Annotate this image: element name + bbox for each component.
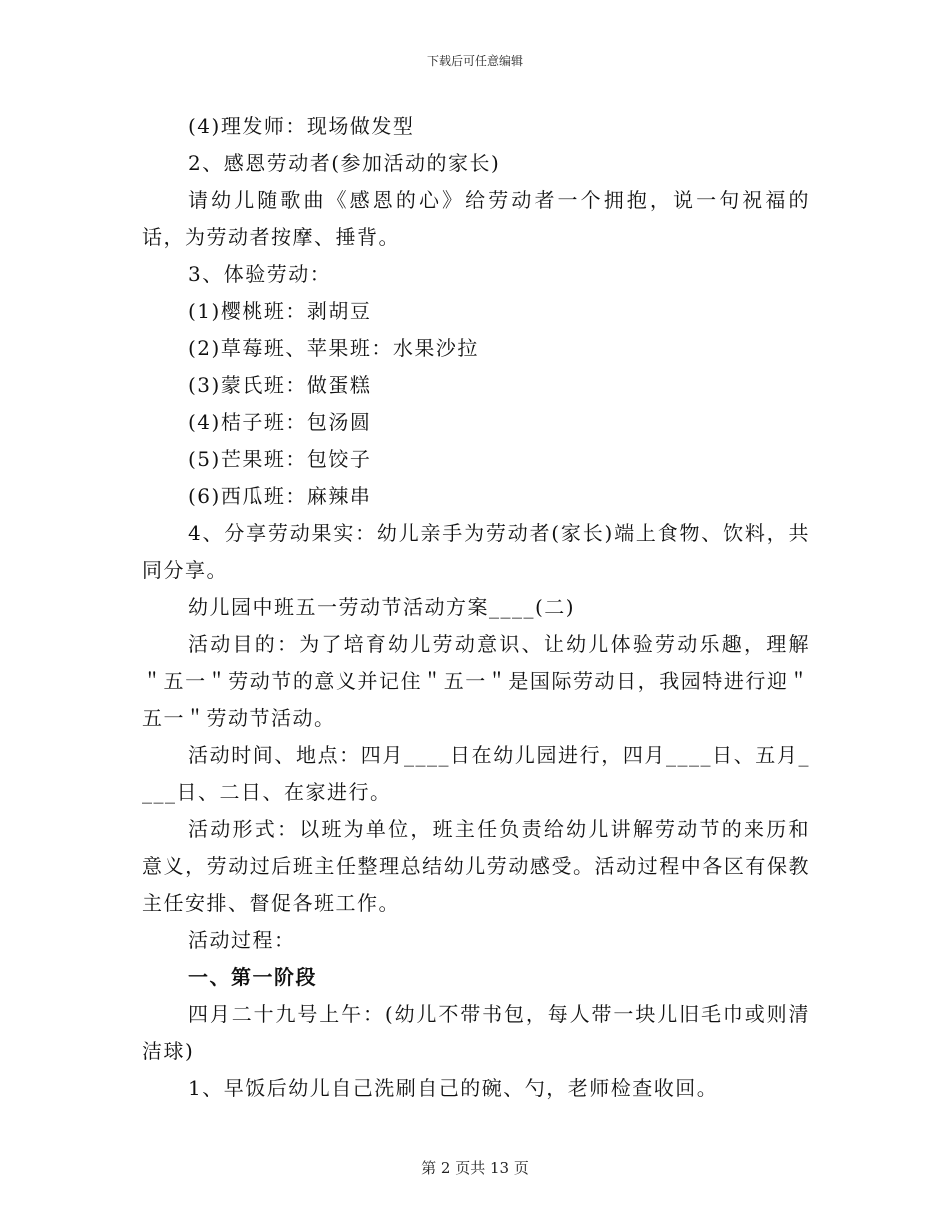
list-item: (3)蒙氏班：做蛋糕 bbox=[188, 373, 372, 397]
document-body bbox=[142, 108, 810, 1107]
paragraph: 活动形式：以班为单位，班主任负责给幼儿讲解劳动节的来历和意义，劳动过后班主任整理总结幼儿劳动感受。活动过程中各区有保教主任安排、督促各班工作。 bbox=[142, 817, 810, 915]
paragraph: 活动目的：为了培育幼儿劳动意识、让幼儿体验劳动乐趣，理解＂五一＂劳动节的意义并记住＂五一＂是国际劳动日，我园特进行迎＂五一＂劳动节活动。 bbox=[142, 632, 810, 730]
stage-heading: 一、第一阶段 bbox=[188, 965, 317, 989]
paragraph: 4、分享劳动果实：幼儿亲手为劳动者(家长)端上食物、饮料，共同分享。 bbox=[142, 521, 810, 582]
paragraph: 活动时间、地点：四月____日在幼儿园进行，四月____日、五月____日、二日、在家进行。 bbox=[142, 743, 810, 804]
document-subtitle: 幼儿园中班五一劳动节活动方案____(二) bbox=[188, 595, 576, 619]
list-item: (2)草莓班、苹果班：水果沙拉 bbox=[188, 336, 479, 360]
list-item: (6)西瓜班：麻辣串 bbox=[188, 484, 372, 508]
paragraph: 活动过程： bbox=[188, 928, 296, 952]
paragraph: 四月二十九号上午：(幼儿不带书包，每人带一块儿旧毛巾或则清洁球) bbox=[142, 1002, 810, 1063]
paragraph: 请幼儿随歌曲《感恩的心》给劳动者一个拥抱，说一句祝福的话，为劳动者按摩、捶背。 bbox=[142, 188, 810, 249]
page-header: 下载后可任意编辑 bbox=[426, 54, 523, 68]
list-item: (1)樱桃班：剥胡豆 bbox=[188, 299, 372, 323]
list-item: (4)理发师：现场做发型 bbox=[188, 114, 415, 138]
section-heading: 3、体验劳动： bbox=[188, 262, 332, 286]
list-item: (5)芒果班：包饺子 bbox=[188, 447, 372, 471]
page-footer: 第 2 页共 13 页 bbox=[421, 1159, 529, 1177]
section-heading: 2、感恩劳动者(参加活动的家长) bbox=[188, 151, 501, 175]
list-item: (4)桔子班：包汤圆 bbox=[188, 410, 372, 434]
list-item: 1、早饭后幼儿自己洗刷自己的碗、勺，老师检查收回。 bbox=[188, 1076, 719, 1100]
